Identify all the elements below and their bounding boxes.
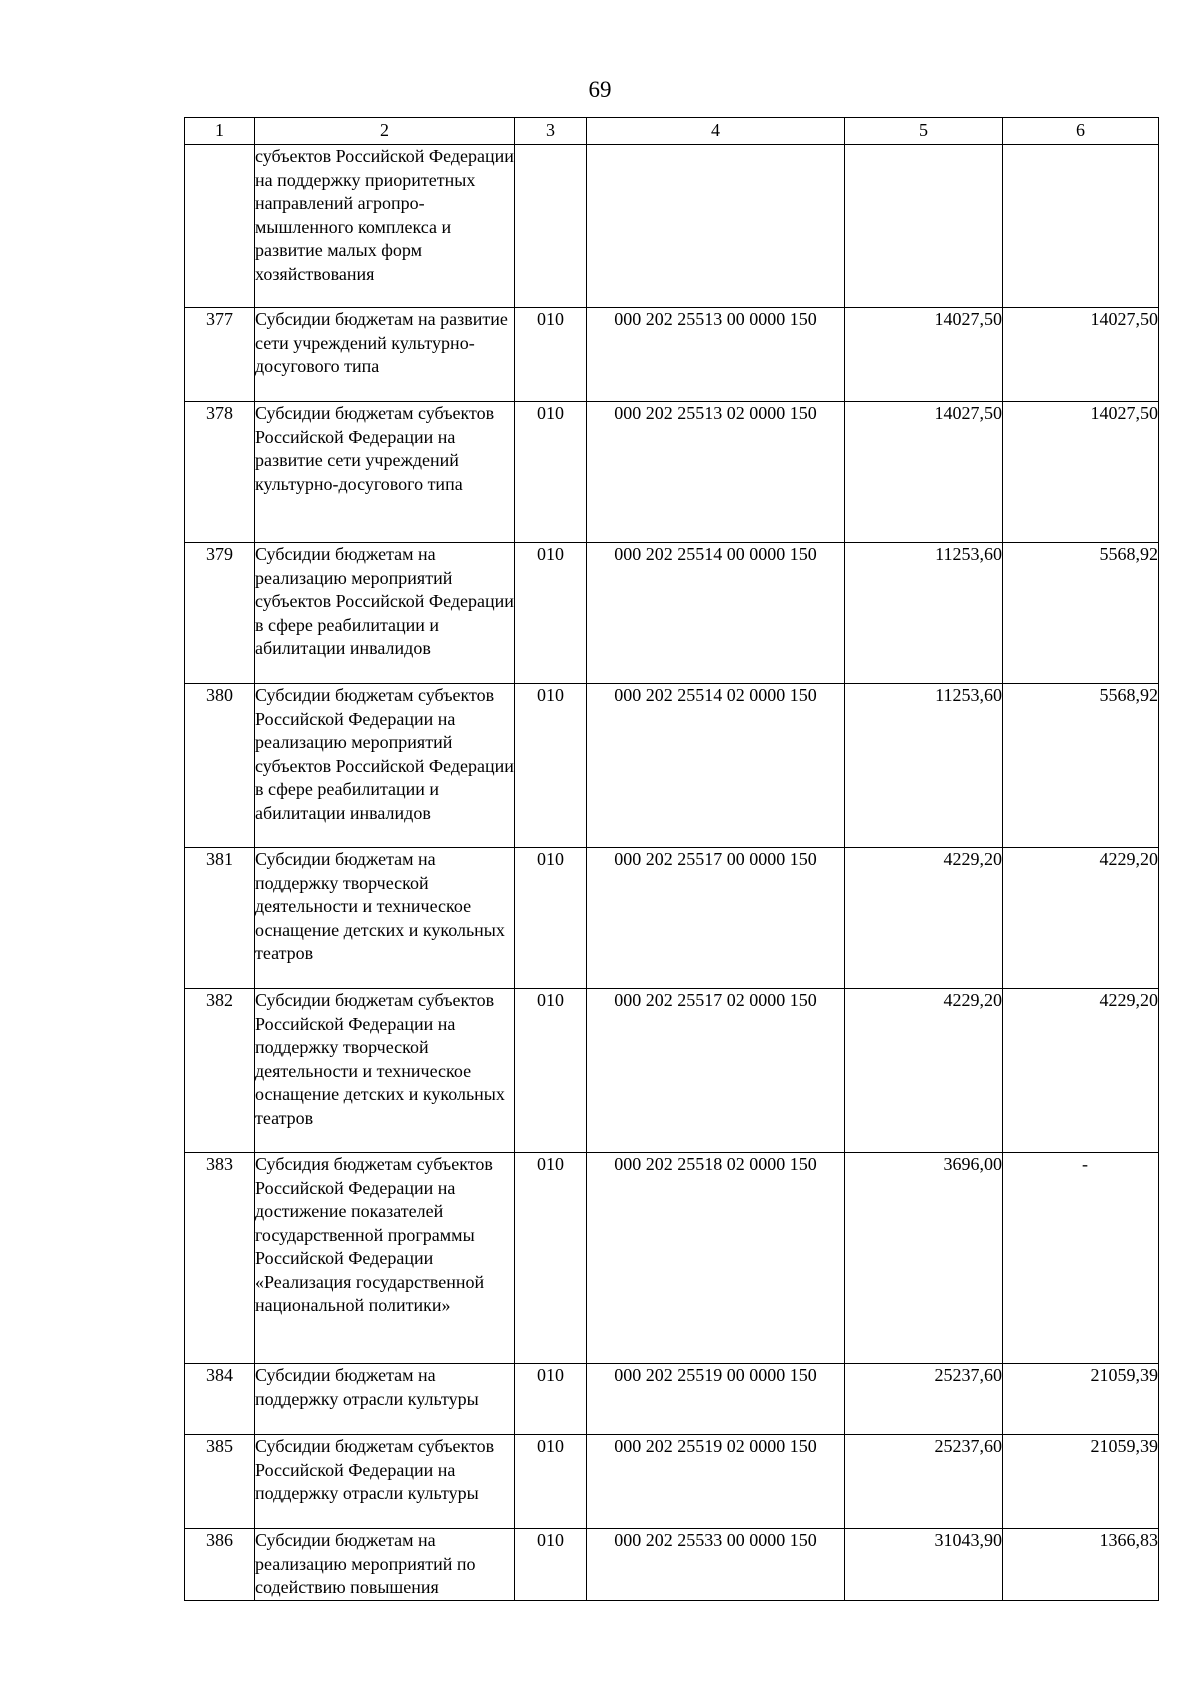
row-code: 010 [515,1435,587,1529]
row-description: Субсидии бюджетам субъектов Российской Федерации на поддержку творческой деятельности и техническое оснащение детских и кукольных театров [255,989,515,1153]
column-header-2: 2 [255,118,515,145]
row-number: 382 [185,989,255,1153]
table-row [185,402,1159,543]
row-value-6: 5568,92 [1003,543,1159,684]
row-value-5: 4229,20 [845,848,1003,989]
table-row [185,1529,1159,1601]
row-value-6: 4229,20 [1003,989,1159,1153]
row-value-5: 4229,20 [845,989,1003,1153]
row-number: 385 [185,1435,255,1529]
row-value-5: 11253,60 [845,543,1003,684]
row-number: 378 [185,402,255,543]
row-value-6: 14027,50 [1003,308,1159,402]
table-row [185,308,1159,402]
row-description: субъектов Российской Федерации на поддержку приоритетных направлений агропро-мышленного комплекса и развитие малых форм хозяйствования [255,145,515,308]
budget-table [184,117,1159,1601]
row-value-5: 3696,00 [845,1153,1003,1364]
row-code: 010 [515,1153,587,1364]
row-classification-code: 000 202 25513 00 0000 150 [587,308,845,402]
row-code: 010 [515,1529,587,1601]
row-number: 384 [185,1364,255,1435]
table-row [185,848,1159,989]
row-description: Субсидии бюджетам на поддержку творческой деятельности и техническое оснащение детских и кукольных театров [255,848,515,989]
row-number: 383 [185,1153,255,1364]
row-value-6: 21059,39 [1003,1435,1159,1529]
column-header-6: 6 [1003,118,1159,145]
column-header-3: 3 [515,118,587,145]
row-value-5: 11253,60 [845,684,1003,848]
row-classification-code: 000 202 25519 02 0000 150 [587,1435,845,1529]
table-row [185,1153,1159,1364]
row-number: 379 [185,543,255,684]
row-value-6 [1003,145,1159,308]
row-classification-code: 000 202 25533 00 0000 150 [587,1529,845,1601]
row-value-5: 31043,90 [845,1529,1003,1601]
row-value-5: 14027,50 [845,402,1003,543]
page-number: 69 [588,77,612,102]
row-description: Субсидии бюджетам на поддержку отрасли культуры [255,1364,515,1435]
row-value-6: 1366,83 [1003,1529,1159,1601]
table-row [185,1435,1159,1529]
row-classification-code: 000 202 25519 00 0000 150 [587,1364,845,1435]
row-description: Субсидии бюджетам на реализацию мероприятий субъектов Российской Федерации в сфере реабилитации и абилитации инвалидов [255,543,515,684]
row-value-6: - [1003,1153,1159,1364]
row-code: 010 [515,308,587,402]
row-value-6: 21059,39 [1003,1364,1159,1435]
row-number: 386 [185,1529,255,1601]
row-classification-code: 000 202 25514 00 0000 150 [587,543,845,684]
row-code [515,145,587,308]
row-number: 380 [185,684,255,848]
row-code: 010 [515,543,587,684]
header-row [185,118,1159,145]
row-value-5: 25237,60 [845,1435,1003,1529]
row-number: 381 [185,848,255,989]
row-code: 010 [515,848,587,989]
row-classification-code: 000 202 25518 02 0000 150 [587,1153,845,1364]
row-code: 010 [515,989,587,1153]
row-number: 377 [185,308,255,402]
column-header-5: 5 [845,118,1003,145]
row-value-6: 4229,20 [1003,848,1159,989]
row-code: 010 [515,684,587,848]
row-value-5 [845,145,1003,308]
table-row [185,543,1159,684]
row-classification-code [587,145,845,308]
row-value-6: 14027,50 [1003,402,1159,543]
row-value-5: 14027,50 [845,308,1003,402]
table-row [185,684,1159,848]
row-description: Субсидия бюджетам субъектов Российской Федерации на достижение показателей государственной программы Российской Федерации «Реализация государственной национальной политики» [255,1153,515,1364]
row-classification-code: 000 202 25513 02 0000 150 [587,402,845,543]
row-description: Субсидии бюджетам субъектов Российской Федерации на реализацию мероприятий субъектов Российской Федерации в сфере реабилитации и абилитации инвалидов [255,684,515,848]
row-value-5: 25237,60 [845,1364,1003,1435]
row-code: 010 [515,1364,587,1435]
table-row [185,989,1159,1153]
row-number [185,145,255,308]
row-classification-code: 000 202 25517 00 0000 150 [587,848,845,989]
row-value-6: 5568,92 [1003,684,1159,848]
table-row [185,145,1159,308]
row-classification-code: 000 202 25514 02 0000 150 [587,684,845,848]
row-description: Субсидии бюджетам субъектов Российской Федерации на развитие сети учреждений культурно-досугового типа [255,402,515,543]
column-header-1: 1 [185,118,255,145]
row-description: Субсидии бюджетам субъектов Российской Федерации на поддержку отрасли культуры [255,1435,515,1529]
row-description: Субсидии бюджетам на развитие сети учреждений культурно-досугового типа [255,308,515,402]
column-header-4: 4 [587,118,845,145]
row-code: 010 [515,402,587,543]
table-row [185,1364,1159,1435]
row-classification-code: 000 202 25517 02 0000 150 [587,989,845,1153]
row-description: Субсидии бюджетам на реализацию мероприятий по содействию повышения [255,1529,515,1601]
